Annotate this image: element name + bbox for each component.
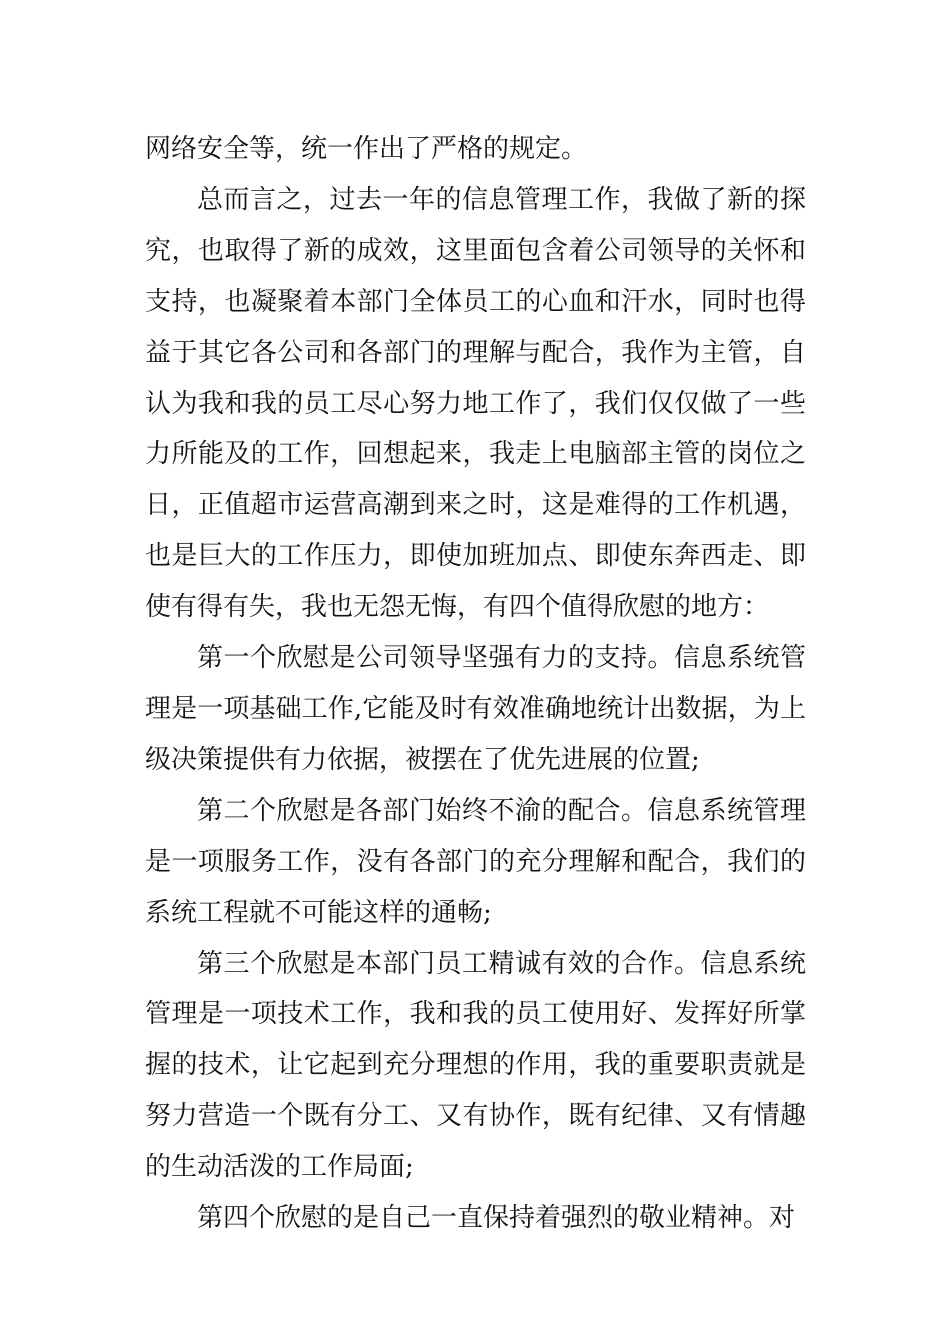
paragraph-fourth-comfort: 第四个欣慰的是自己一直保持着强烈的敬业精神。对 bbox=[197, 1203, 796, 1234]
paragraph-third-comfort: 第三个欣慰是本部门员工精诚有效的合作。信息系统管理是一项技术工作，我和我的员工使用好、发挥好所掌握的技术，让它起到充分理想的作用，我的重要职责就是努力营造一个既有分工、又有协作，既有纪律、又有情趣的生动活泼的工作局面; bbox=[145, 948, 806, 1183]
document-body bbox=[145, 124, 806, 1244]
paragraph-first-comfort: 第一个欣慰是公司领导坚强有力的支持。信息系统管理是一项基础工作,它能及时有效准确地统计出数据，为上级决策提供有力依据，被摆在了优先进展的位置; bbox=[145, 643, 806, 775]
paragraph-continuation: 网络安全等，统一作出了严格的规定。 bbox=[145, 134, 588, 164]
paragraph-summary: 总而言之，过去一年的信息管理工作，我做了新的探究，也取得了新的成效，这里面包含着公司领导的关怀和支持，也凝聚着本部门全体员工的心血和汗水，同时也得益于其它各公司和各部门的理解与配合，我作为主管，自认为我和我的员工尽心努力地工作了，我们仅仅做了一些力所能及的工作，回想起来，我走上电脑部主管的岗位之日，正值超市运营高潮到来之时，这是难得的工作机遇，也是巨大的工作压力，即使加班加点、即使东奔西走、即使有得有失，我也无怨无悔，有四个值得欣慰的地方： bbox=[145, 184, 806, 623]
paragraph-second-comfort: 第二个欣慰是各部门始终不渝的配合。信息系统管理是一项服务工作，没有各部门的充分理解和配合，我们的系统工程就不可能这样的通畅; bbox=[145, 795, 806, 928]
